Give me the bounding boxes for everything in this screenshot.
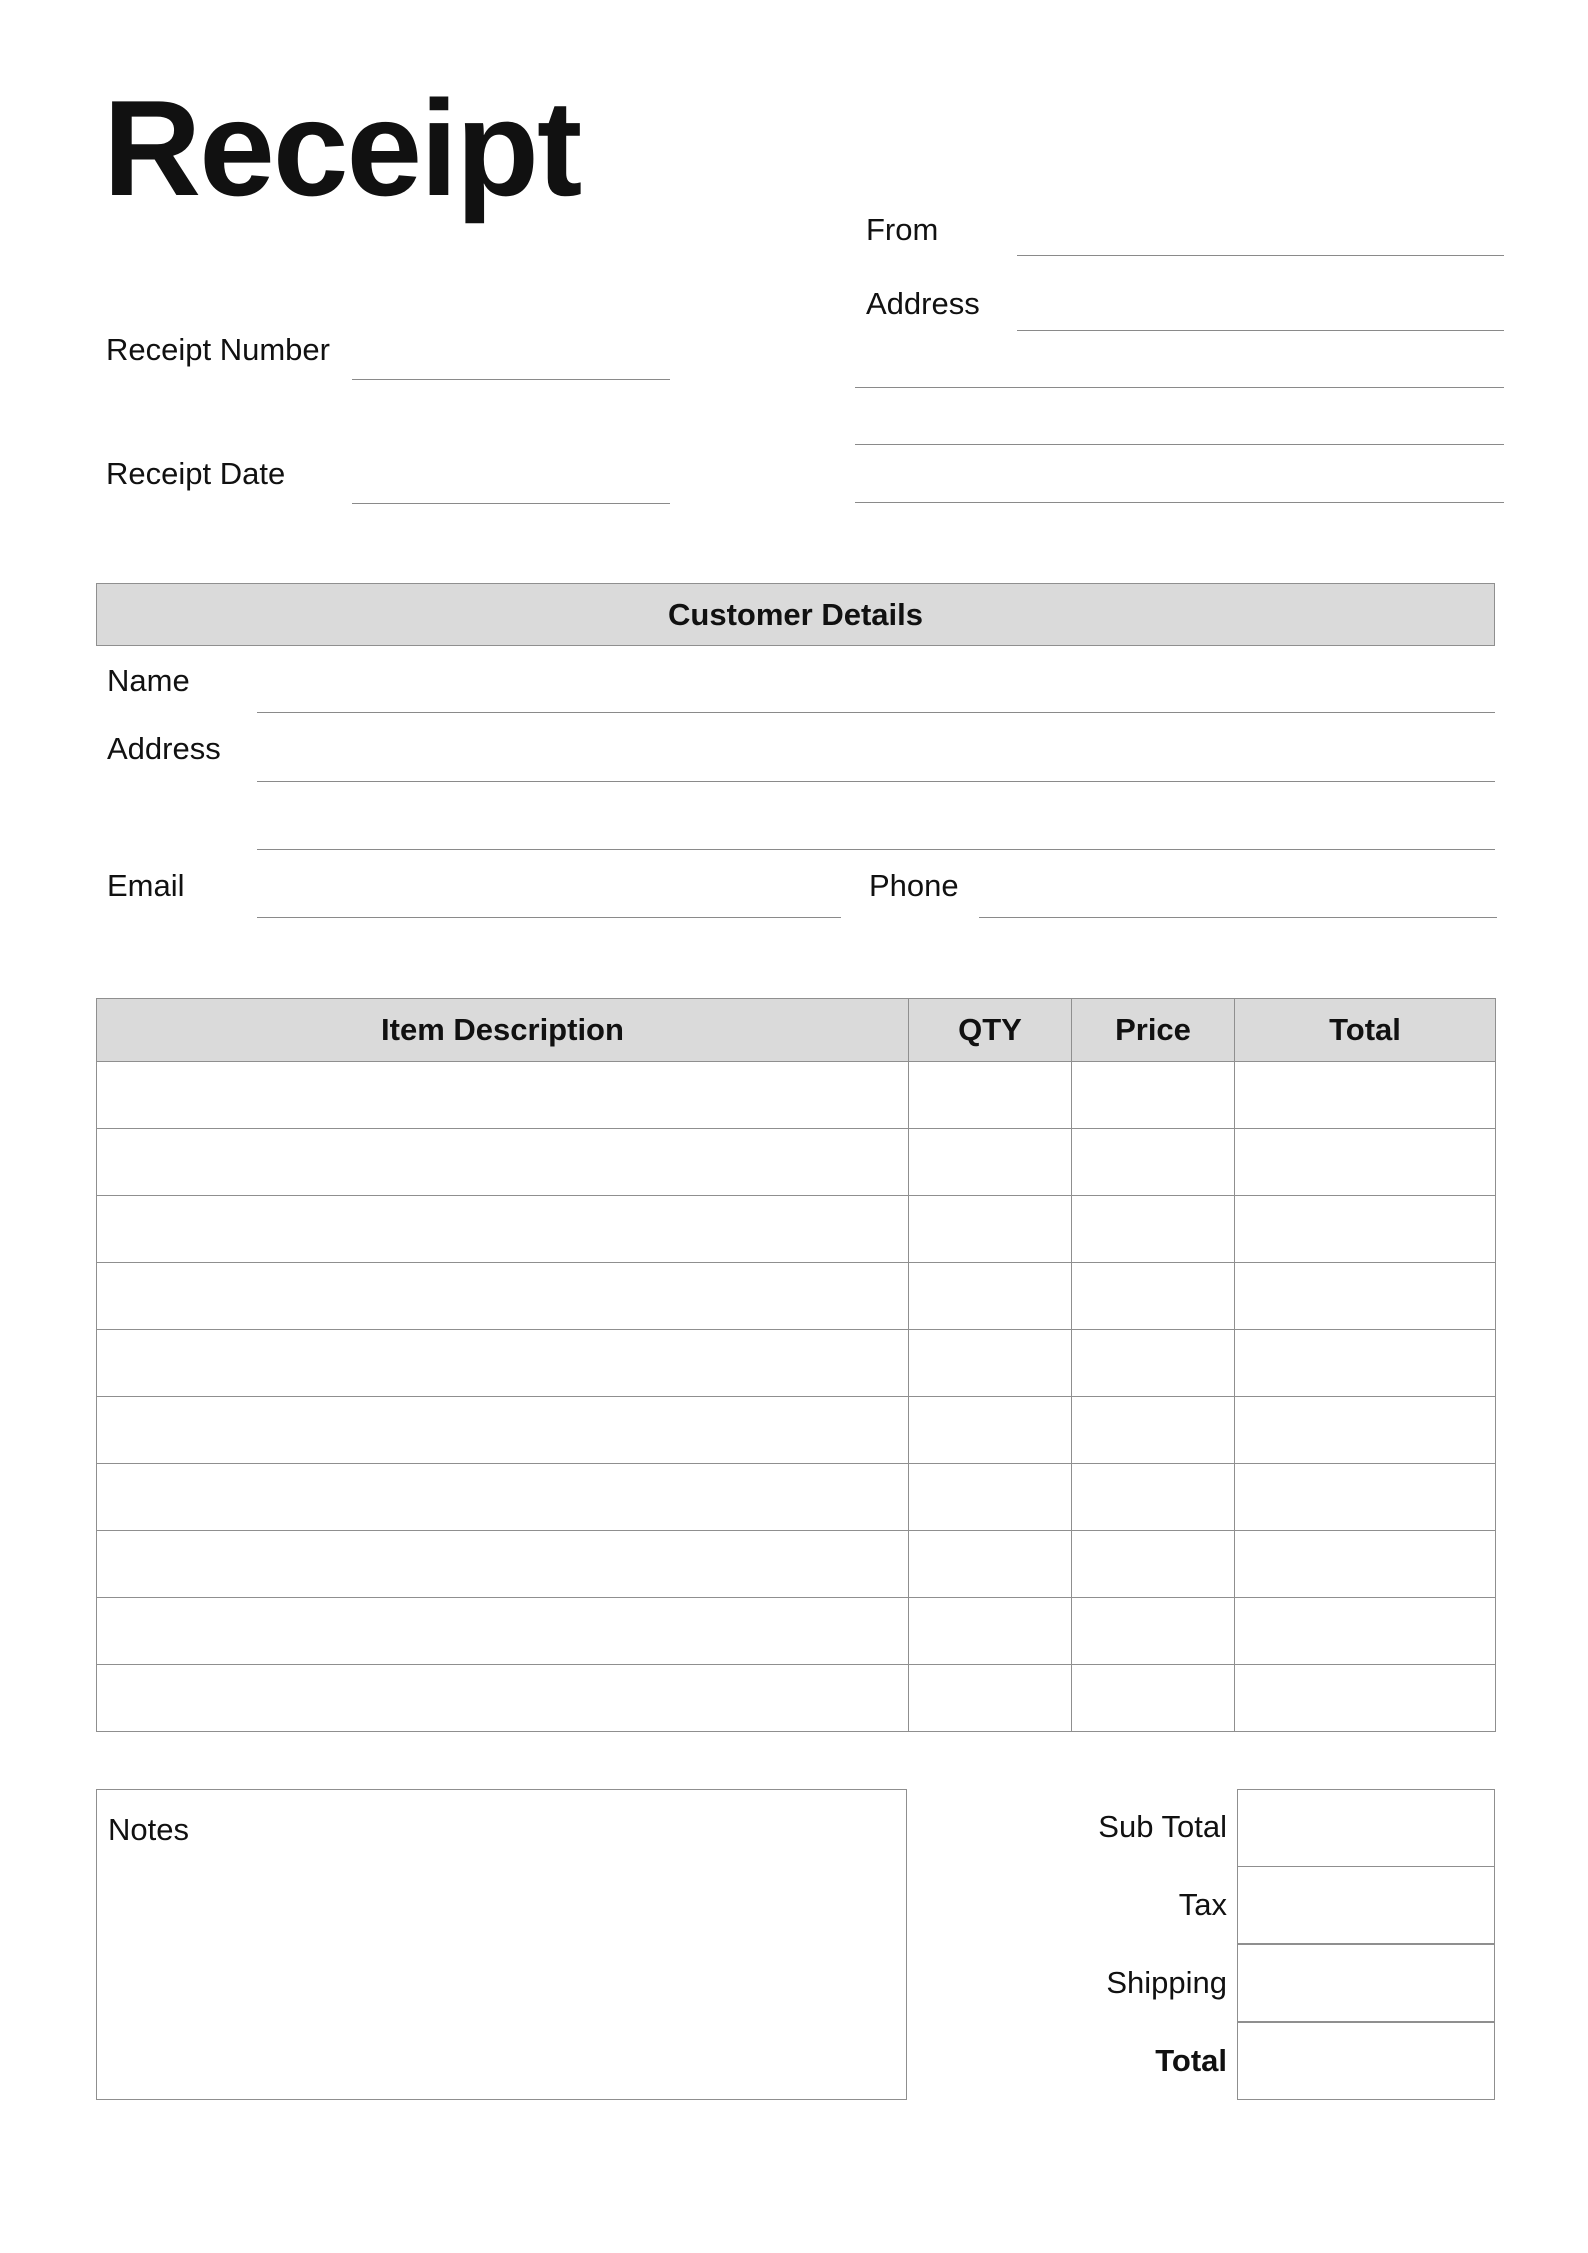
item-description-cell[interactable] (97, 1263, 909, 1330)
from-address-label: Address (866, 286, 980, 321)
from-label: From (866, 212, 939, 247)
sub-total-field[interactable] (1237, 1789, 1495, 1867)
customer-name-field[interactable] (257, 712, 1495, 713)
customer-address-field-2[interactable] (257, 849, 1495, 850)
total-cell[interactable] (1235, 1263, 1496, 1330)
total-cell[interactable] (1235, 1531, 1496, 1598)
item-description-cell[interactable] (97, 1397, 909, 1464)
grand-total-field[interactable] (1237, 2022, 1495, 2100)
price-cell[interactable] (1072, 1531, 1235, 1598)
item-description-cell[interactable] (97, 1062, 909, 1129)
item-description-cell[interactable] (97, 1196, 909, 1263)
item-description-cell[interactable] (97, 1531, 909, 1598)
column-header-item-description: Item Description (97, 999, 909, 1062)
item-description-cell[interactable] (97, 1464, 909, 1531)
sub-total-label: Sub Total (1098, 1809, 1227, 1844)
customer-phone-label: Phone (869, 868, 959, 903)
item-description-cell[interactable] (97, 1665, 909, 1732)
qty-cell[interactable] (909, 1263, 1072, 1330)
receipt-number-field[interactable] (352, 379, 670, 380)
tax-field[interactable] (1237, 1866, 1495, 1944)
qty-cell[interactable] (909, 1531, 1072, 1598)
table-row (97, 1397, 1496, 1464)
customer-address-field-1[interactable] (257, 781, 1495, 782)
column-header-total: Total (1235, 999, 1496, 1062)
customer-address-label: Address (107, 731, 221, 766)
column-header-price: Price (1072, 999, 1235, 1062)
total-cell[interactable] (1235, 1665, 1496, 1732)
table-row (97, 1665, 1496, 1732)
qty-cell[interactable] (909, 1196, 1072, 1263)
price-cell[interactable] (1072, 1196, 1235, 1263)
qty-cell[interactable] (909, 1397, 1072, 1464)
item-description-cell[interactable] (97, 1598, 909, 1665)
qty-cell[interactable] (909, 1665, 1072, 1732)
from-field[interactable] (1017, 255, 1504, 256)
items-table-header (97, 999, 1496, 1062)
total-cell[interactable] (1235, 1397, 1496, 1464)
from-address-field-4[interactable] (855, 502, 1504, 503)
customer-name-label: Name (107, 663, 190, 698)
total-cell[interactable] (1235, 1129, 1496, 1196)
from-address-field-2[interactable] (855, 387, 1504, 388)
price-cell[interactable] (1072, 1330, 1235, 1397)
shipping-field[interactable] (1237, 1944, 1495, 2022)
receipt-number-label: Receipt Number (106, 332, 330, 367)
page-title: Receipt (103, 72, 581, 224)
table-row (97, 1196, 1496, 1263)
total-cell[interactable] (1235, 1196, 1496, 1263)
price-cell[interactable] (1072, 1062, 1235, 1129)
table-row (97, 1598, 1496, 1665)
from-address-field-3[interactable] (855, 444, 1504, 445)
item-description-cell[interactable] (97, 1330, 909, 1397)
tax-label: Tax (1178, 1887, 1227, 1922)
customer-phone-field[interactable] (979, 917, 1497, 918)
total-cell[interactable] (1235, 1464, 1496, 1531)
notes-box[interactable] (96, 1789, 907, 2100)
total-cell[interactable] (1235, 1330, 1496, 1397)
price-cell[interactable] (1072, 1464, 1235, 1531)
total-cell[interactable] (1235, 1598, 1496, 1665)
qty-cell[interactable] (909, 1330, 1072, 1397)
price-cell[interactable] (1072, 1129, 1235, 1196)
items-table (96, 998, 1496, 1732)
receipt-date-field[interactable] (352, 503, 670, 504)
price-cell[interactable] (1072, 1263, 1235, 1330)
price-cell[interactable] (1072, 1598, 1235, 1665)
table-row (97, 1464, 1496, 1531)
qty-cell[interactable] (909, 1464, 1072, 1531)
customer-email-label: Email (107, 868, 185, 903)
table-row (97, 1129, 1496, 1196)
qty-cell[interactable] (909, 1062, 1072, 1129)
table-row (97, 1531, 1496, 1598)
total-cell[interactable] (1235, 1062, 1496, 1129)
qty-cell[interactable] (909, 1598, 1072, 1665)
table-row (97, 1062, 1496, 1129)
item-description-cell[interactable] (97, 1129, 909, 1196)
notes-label: Notes (108, 1812, 189, 1847)
table-row (97, 1330, 1496, 1397)
column-header-qty: QTY (909, 999, 1072, 1062)
qty-cell[interactable] (909, 1129, 1072, 1196)
shipping-label: Shipping (1106, 1965, 1227, 2000)
table-row (97, 1263, 1496, 1330)
price-cell[interactable] (1072, 1397, 1235, 1464)
from-address-field-1[interactable] (1017, 330, 1504, 331)
customer-email-field[interactable] (257, 917, 841, 918)
price-cell[interactable] (1072, 1665, 1235, 1732)
receipt-date-label: Receipt Date (106, 456, 286, 491)
grand-total-label: Total (1155, 2043, 1227, 2078)
customer-details-heading: Customer Details (96, 583, 1495, 646)
